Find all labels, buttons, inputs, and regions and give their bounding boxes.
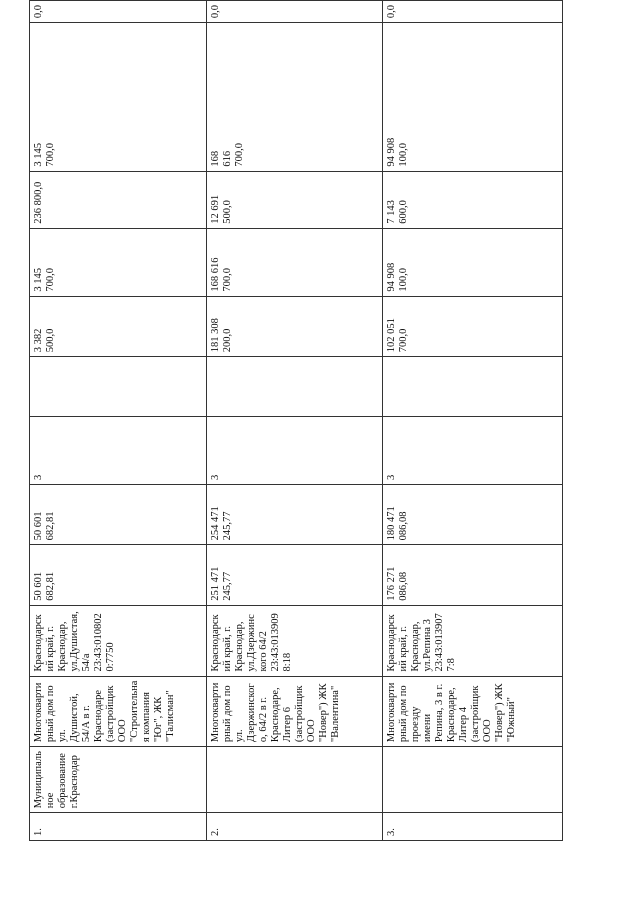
table-row <box>383 1 563 841</box>
cell-value-3: 3 <box>30 417 207 485</box>
cell-municipality <box>207 747 383 813</box>
cell-number: 1. <box>30 813 207 841</box>
cell-value-9: 0,0 <box>207 1 383 23</box>
cell-value-5: 181 308 200,0 <box>207 296 383 357</box>
cell-number: 3. <box>383 813 563 841</box>
cell-address: Краснодарск ий край, г. Краснодар, ул.Дзержинс кого 64/2 23:43:013909 8:18 <box>207 605 383 676</box>
cell-value-8: 94 908 100,0 <box>383 23 563 171</box>
cell-value-7: 236 800,0 <box>30 171 207 228</box>
cell-value-6: 168 616 700,0 <box>207 228 383 296</box>
cell-value-1: 176 271 086,08 <box>383 545 563 605</box>
cell-number: 2. <box>207 813 383 841</box>
cell-value-8: 3 145 700,0 <box>30 23 207 171</box>
cell-value-4 <box>30 357 207 417</box>
cell-value-6: 3 145 700,0 <box>30 228 207 296</box>
cell-object-name: Многокварти рный дом по проезду имени Репина, 3 в г. Краснодаре, Литер 4 (застройщик ООО "Новер") ЖК "Южный" <box>383 676 563 747</box>
cell-value-2: 180 471 086,08 <box>383 485 563 545</box>
cell-object-name: Многокварти рный дом по ул. Дзержинског о, 64/2 в г. Краснодаре, Литер 6 (застройщик ООО "Новер") ЖК "Валентина" <box>207 676 383 747</box>
cell-value-1: 50 601 682,81 <box>30 545 207 605</box>
cell-value-5: 102 051 700,0 <box>383 296 563 357</box>
cell-object-name: Многокварти рный дом по ул. Душистой, 54/А в г. Краснодаре (застройщик ООО "Строительна я компания "Юг", ЖК "Талисман" <box>30 676 207 747</box>
cell-value-8: 168 616 700,0 <box>207 23 383 171</box>
cell-municipality: Муниципаль ное образование г.Краснодар <box>30 747 207 813</box>
table-row <box>30 1 207 841</box>
cell-value-3: 3 <box>383 417 563 485</box>
cell-value-6: 94 908 100,0 <box>383 228 563 296</box>
cell-value-9: 0,0 <box>30 1 207 23</box>
cell-value-7: 12 691 500,0 <box>207 171 383 228</box>
cell-value-3: 3 <box>207 417 383 485</box>
cell-value-1: 251 471 245,77 <box>207 545 383 605</box>
cell-value-4 <box>207 357 383 417</box>
cell-value-2: 254 471 245,77 <box>207 485 383 545</box>
cell-municipality <box>383 747 563 813</box>
cell-address: Краснодарск ий край, г. Краснодар, ул.Репина 3 23:43:013907 7:8 <box>383 605 563 676</box>
cell-value-4 <box>383 357 563 417</box>
objects-table <box>29 0 563 841</box>
cell-value-7: 7 143 600,0 <box>383 171 563 228</box>
cell-value-2: 50 601 682,81 <box>30 485 207 545</box>
table-row <box>207 1 383 841</box>
cell-address: Краснодарск ий край, г. Краснодар, ул.Душистая, 54/а 23:43:010802 0:7750 <box>30 605 207 676</box>
cell-value-9: 0,0 <box>383 1 563 23</box>
cell-value-5: 3 382 500,0 <box>30 296 207 357</box>
